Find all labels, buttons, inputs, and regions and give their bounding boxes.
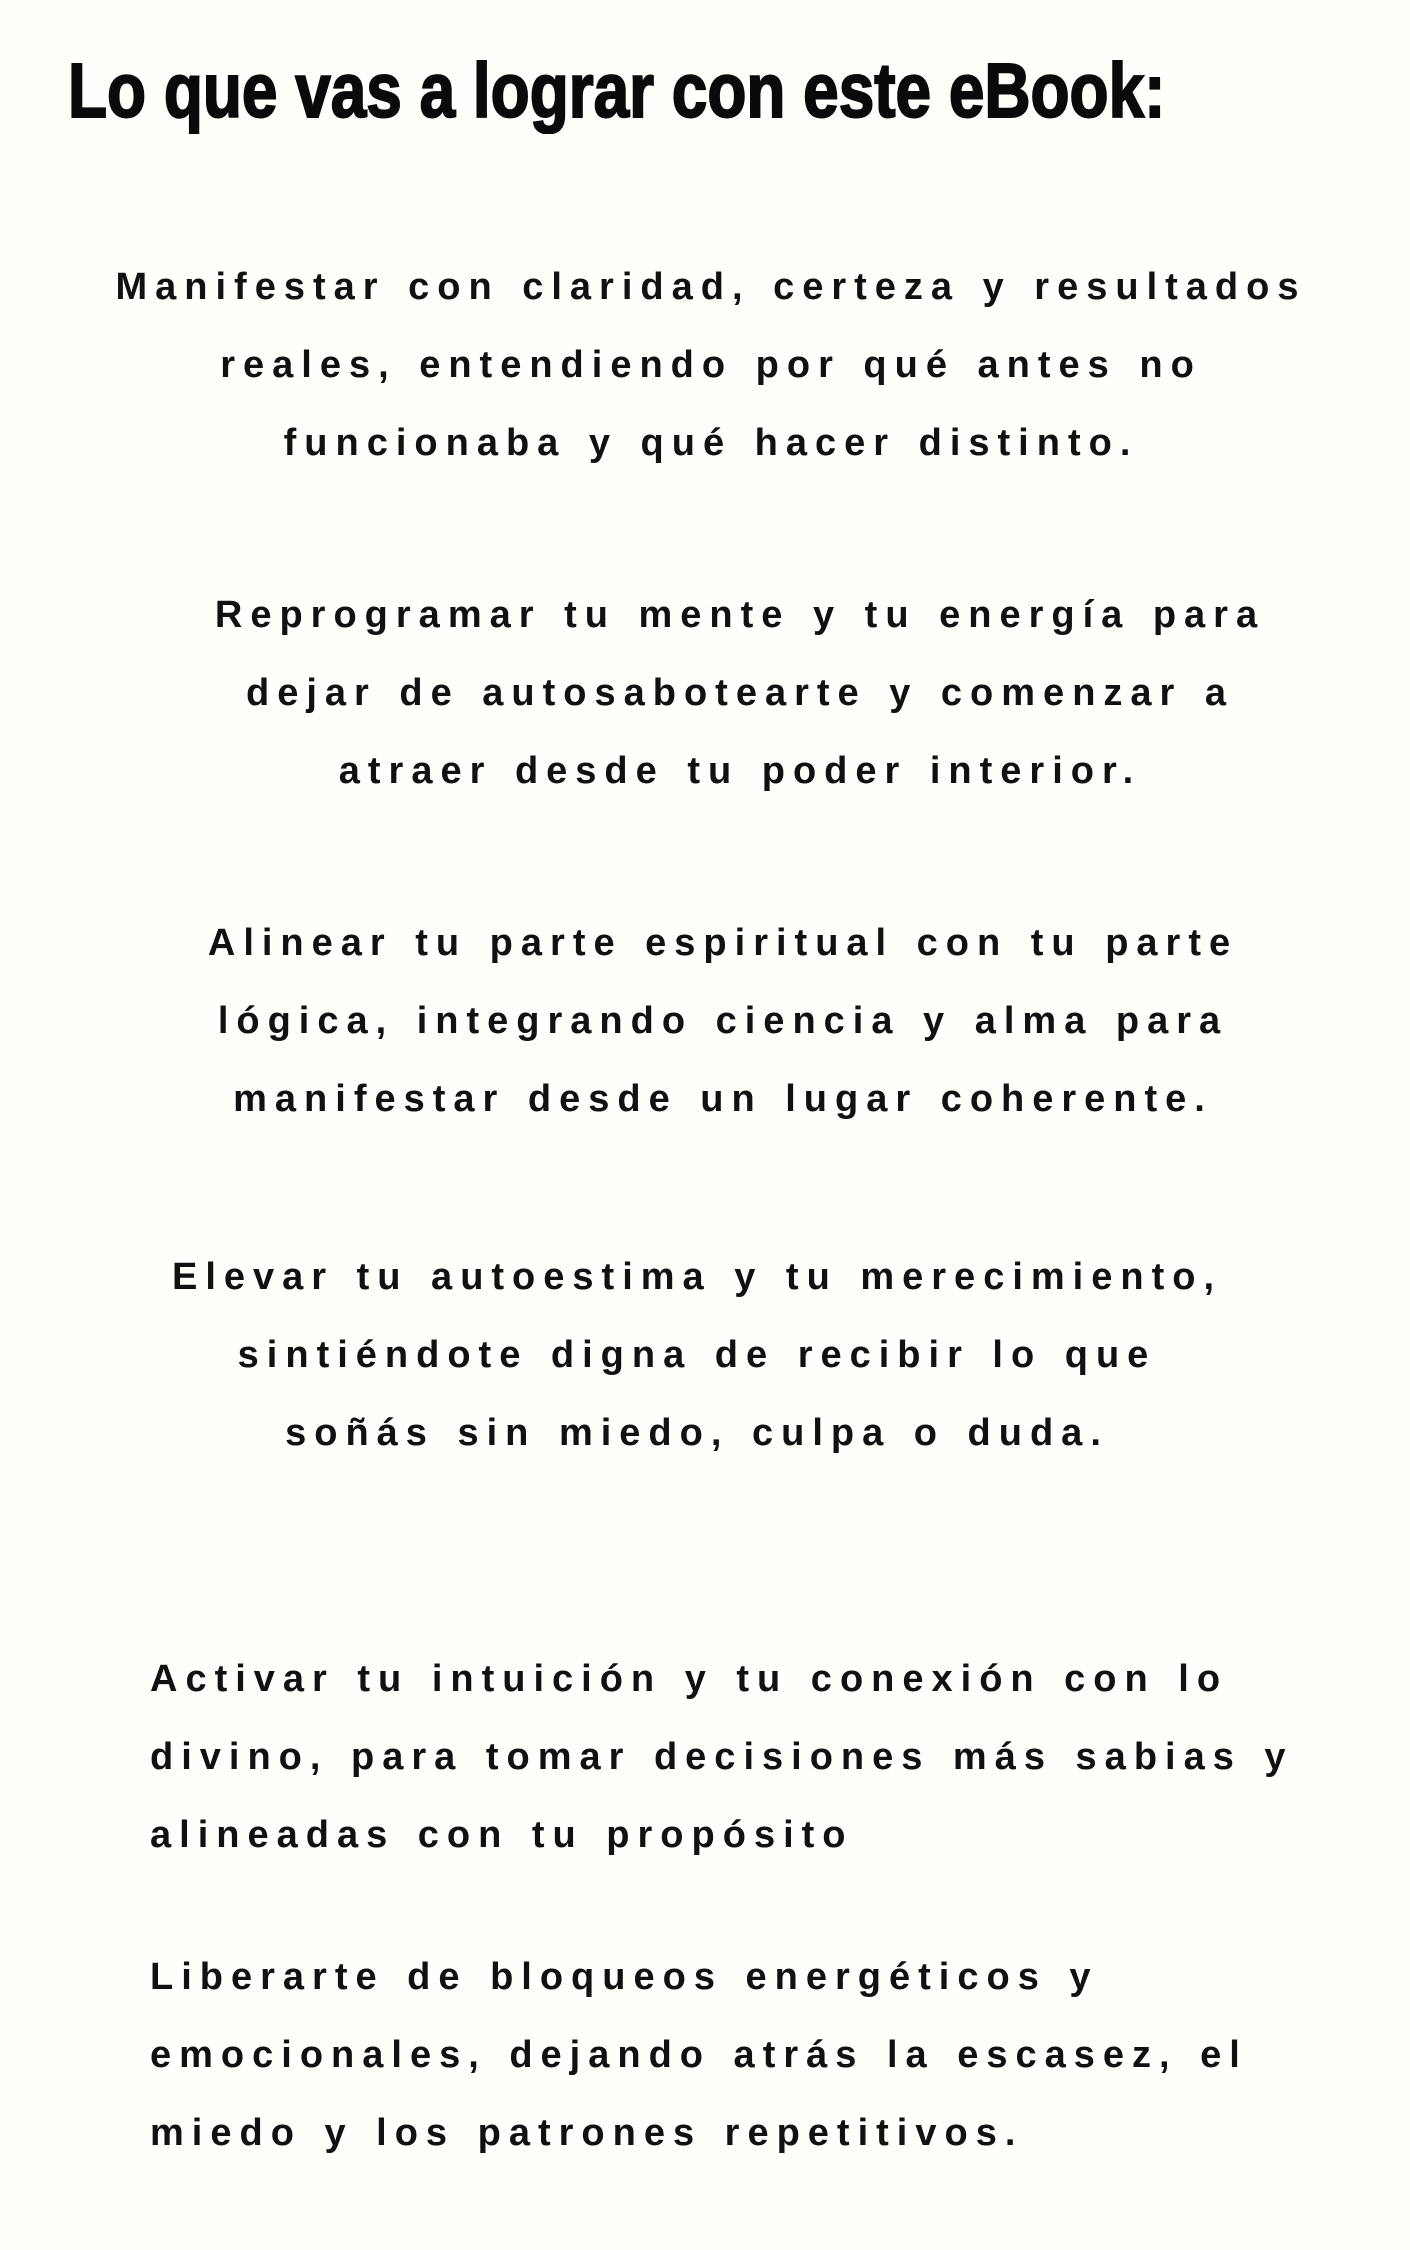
benefit-paragraph-manifestar [6,248,1410,482]
paragraph-line: emocionales, dejando atrás la escasez, el [150,2034,1248,2076]
paragraph-line: sintiéndote digna de recibir lo que [237,1334,1157,1376]
paragraph-line: Alinear tu parte espiritual con tu parte [207,922,1239,964]
paragraph-line: Elevar tu autoestima y tu merecimiento, [171,1256,1222,1298]
paragraph-line: Activar tu intuición y tu conexión con lo [150,1658,1229,1700]
paragraph-line: reales, entendiendo por qué antes no [220,344,1202,386]
benefit-paragraph-reprogramar [35,576,1410,810]
benefit-paragraph-liberarte [0,1938,1410,2172]
paragraph-line: Liberarte de bloqueos energéticos y [150,1956,1099,1998]
paragraph-line: manifestar desde un lugar coherente. [233,1078,1213,1120]
page-title: Lo que vas a lograr con este eBook: [68,48,1166,134]
paragraph-line: Reprogramar tu mente y tu energía para [214,594,1266,636]
paragraph-line: miedo y los patrones repetitivos. [150,2112,1024,2154]
paragraph-line: soñás sin miedo, culpa o duda. [285,1412,1109,1454]
paragraph-line: atraer desde tu poder interior. [338,750,1142,792]
paragraph-line: divino, para tomar decisiones más sabias y [150,1736,1294,1778]
paragraph-line: Manifestar con claridad, certeza y resultados [115,266,1307,308]
paragraph-line: funcionaba y qué hacer distinto. [283,422,1139,464]
benefit-paragraph-alinear [18,904,1410,1138]
paragraph-line: alineadas con tu propósito [150,1814,854,1856]
paragraph-line: lógica, integrando ciencia y alma para [217,1000,1229,1042]
benefit-paragraph-activar [0,1640,1410,1874]
benefit-paragraph-elevar [0,1238,1402,1472]
paragraph-line: dejar de autosabotearte y comenzar a [245,672,1235,714]
